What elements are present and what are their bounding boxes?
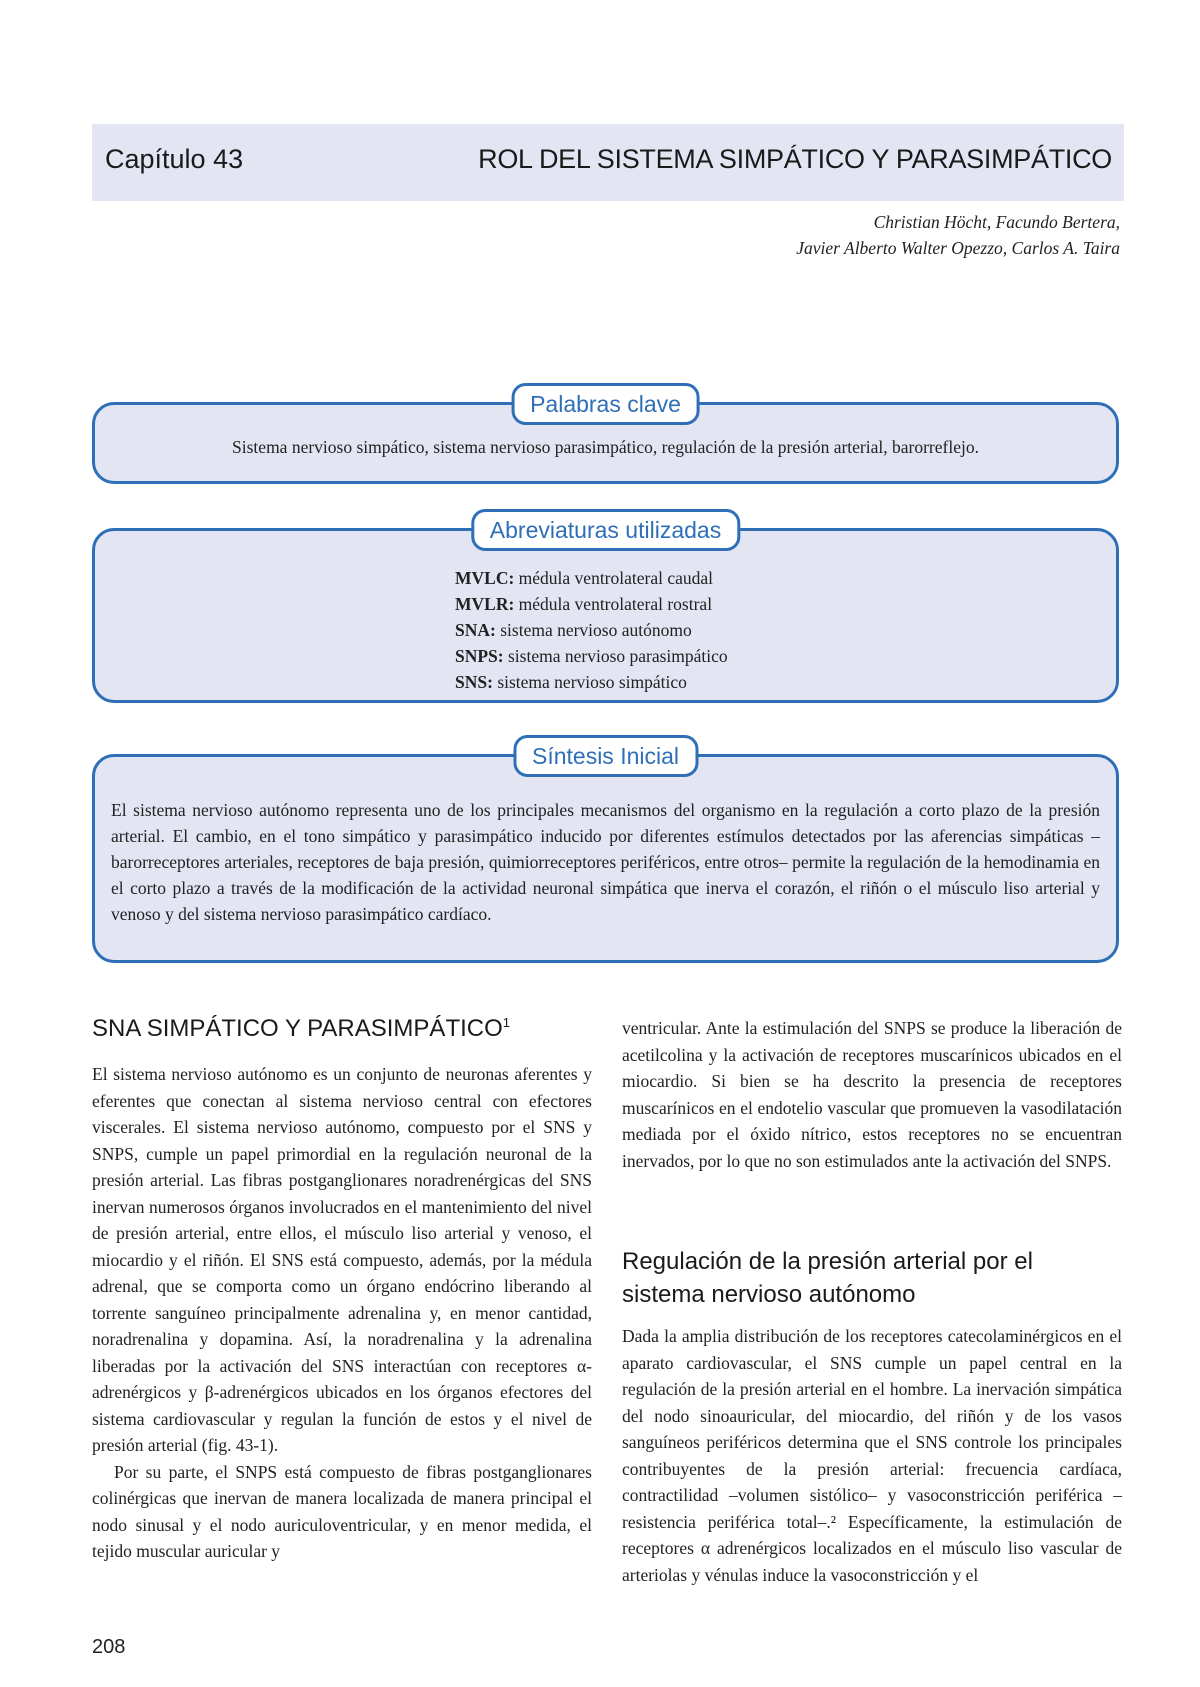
authors [796, 209, 1120, 261]
abbreviations-box [92, 517, 1119, 703]
abbreviation-term: SNS: [455, 672, 493, 692]
synthesis-text: El sistema nervioso autónomo representa uno de los principales mecanismos del organismo en la regulación a corto plazo de la presión arterial. El cambio, en el tono simpático y parasimpático inducido por diferentes estímulos detectados por las aferencias simpáticas –barorreceptores arteriales, receptores de baja presión, quimiorreceptores periféricos, entre otros– permite la regulación de la hemodinamia en el corto plazo a través de la modificación de la actividad neuronal simpática que inerva el corazón, el riñón o el músculo liso arterial y venoso y del sistema nervioso parasimpático cardíaco. [111, 800, 1100, 924]
page-number: 208 [92, 1636, 126, 1658]
abbreviation-desc: sistema nervioso parasimpático [503, 646, 728, 666]
abbreviation-term: MVLR: [455, 594, 515, 614]
right-column-continued [622, 1323, 1122, 1588]
abbreviation-term: SNPS: [455, 646, 504, 666]
section-heading-regulation: Regulación de la presión arterial por el sistema nervioso autónomo [622, 1248, 1033, 1308]
chapter-number: Capítulo 43 [105, 144, 244, 174]
section-heading-sna [92, 1015, 510, 1043]
authors-line-1: Christian Höcht, Facundo Bertera, [873, 212, 1120, 232]
abbreviation-item [455, 669, 728, 695]
synthesis-label: Síntesis Inicial [513, 735, 698, 777]
abbreviations-label: Abreviaturas utilizadas [471, 509, 740, 551]
abbreviation-item [455, 617, 728, 643]
chapter-title: ROL DEL SISTEMA SIMPÁTICO Y PARASIMPÁTICO [478, 144, 1112, 174]
abbreviation-item [455, 591, 728, 617]
abbreviation-desc: sistema nervioso simpático [492, 672, 687, 692]
paragraph: Dada la amplia distribución de los receptores catecolaminérgicos en el aparato cardiovascular, el SNS cumple un papel central en la regulación de la presión arterial en el hombre. La inervación simpática del nodo sinoauricular, del miocardio, del riñón y de los vasos sanguíneos periféricos determina que el SNS controle los principales contribuyentes de la presión arterial: frecuencia cardíaca, contractilidad –volumen sistólico– y vasoconstricción periférica –resistencia periférica total–.² Específicamente, la estimulación de receptores α adrenérgicos localizados en el músculo liso vascular de arteriolas y vénulas induce la vasoconstricción y el [622, 1326, 1122, 1585]
abbreviation-item [455, 643, 728, 669]
keywords-box [92, 391, 1119, 484]
keywords-text: Sistema nervioso simpático, sistema nervioso parasimpático, regulación de la presión arterial, barorreflejo. [232, 437, 979, 457]
abbreviation-term: MVLC: [455, 568, 515, 588]
abbreviation-desc: médula ventrolateral rostral [514, 594, 713, 614]
paragraph: El sistema nervioso autónomo es un conjunto de neuronas aferentes y eferentes que conectan al sistema nervioso central con efectores viscerales. El sistema nervioso autónomo, compuesto por el SNS y SNPS, cumple un papel primordial en la regulación neuronal de la presión arterial. Las fibras postganglionares noradrenérgicas del SNS inervan numerosos órganos involucrados en el mantenimiento del nivel de presión arterial, entre ellos, el músculo liso arterial y venoso, el miocardio y el riñón. El SNS está compuesto, además, por la médula adrenal, que se comporta como un órgano endócrino liberando al torrente sanguíneo principalmente adrenalina y, en menor cantidad, noradrenalina y dopamina. Así, la noradrenalina y la adrenalina liberadas por la activación del SNS interactúan con receptores α-adrenérgicos y β-adrenérgicos ubicados en los órganos efectores del sistema cardiovascular y regulan la función de estos y el nivel de presión arterial (fig. 43-1). [92, 1064, 592, 1455]
abbreviation-desc: médula ventrolateral caudal [514, 568, 714, 588]
abbreviation-desc: sistema nervioso autónomo [495, 620, 692, 640]
paragraph: ventricular. Ante la estimulación del SNPS se produce la liberación de acetilcolina y la activación de receptores muscarínicos ubicados en el miocardio. Si bien se ha descrito la presencia de receptores muscarínicos en el endotelio vascular que promueven la vasodilatación mediada por el óxido nítrico, estos receptores no se encuentran inervados, por lo que no son estimulados ante la activación del SNPS. [622, 1018, 1122, 1171]
authors-line-2: Javier Alberto Walter Opezzo, Carlos A. Taira [796, 238, 1120, 258]
abbreviations-list [455, 565, 728, 695]
paragraph: Por su parte, el SNPS está compuesto de fibras postganglionares colinérgicas que inervan de manera localizada de manera principal el nodo sinusal y el nodo auriculoventricular, y en menor medida, el tejido muscular auricular y [92, 1461, 592, 1561]
right-column [622, 1015, 1122, 1174]
keywords-label: Palabras clave [511, 383, 700, 425]
footnote-ref: 1 [502, 1015, 510, 1030]
abbreviation-term: SNA: [455, 620, 496, 640]
section-heading-text: SNA SIMPÁTICO Y PARASIMPÁTICO [92, 1015, 503, 1042]
left-column [92, 1061, 592, 1565]
synthesis-box [92, 743, 1119, 963]
abbreviation-item [455, 565, 728, 591]
